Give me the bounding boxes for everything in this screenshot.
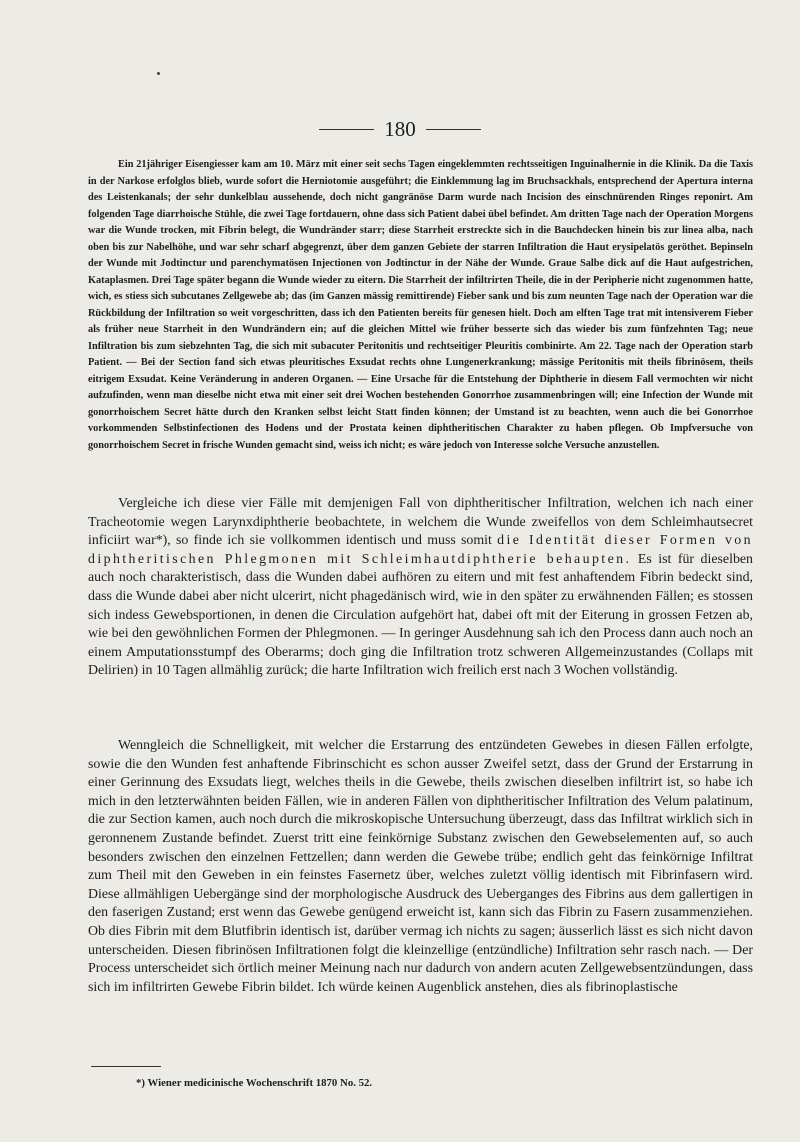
spaced-emphasis: die Identität dieser Formen von diphtheritischen Phlegmonen mit Schleimhautdiphtherie behaupten.	[88, 533, 753, 567]
header-rule-right	[426, 129, 481, 130]
body-paragraph-2: Wenngleich die Schnelligkeit, mit welcher die Erstarrung des entzündeten Gewebes in diesen Fällen erfolgte, sowie die den Wunden fest anhaftende Fibrinschicht es schon ausser Zweifel setzt, dass der Grund der Erstarrung in einer Gerinnung des Exsudats liegt, welches theils in die Gewebe, theils zwischen dieselben infiltrirt ist, so habe ich mich in den letzterwähnten beiden Fällen, wie in anderen Fällen von diphtheritischer Infiltration des Velum palatinum, die zur Section kamen, auch noch durch die mikroskopische Untersuchung überzeugt, dass das Infiltrat wirklich sich in geronnenem Zustande befindet. Zuerst tritt eine feinkörnige Substanz zwischen den Gewebselementen auf, so auch besonders zwischen den einzelnen Fettzellen; dann werden die Gewebe trübe; endlich geht das feinkörnige Infiltrat zum Theil mit den Geweben in ein feinstes Fasernetz über, welches zuletzt völlig identisch mit Fibrinfasern wird. Diese allmähligen Uebergänge sind der morphologische Ausdruck des Ueberganges des Fibrins aus dem gallertigen in den faserigen Zustand; erst wenn das Gewebe genügend erweicht ist, kann sich das Fibrin zu Fasern zusammenziehen. Ob dies Fibrin mit dem Blutfibrin identisch ist, darüber vermag ich nichts zu sagen; äusserlich lässt es sich nicht davon unterscheiden. Diesen fibrinösen Infiltrationen folgt die kleinzellige (entzündliche) Infiltration sehr rasch nach. — Der Process unterscheidet sich örtlich meiner Meinung nach nur dadurch von andern acuten Zellgewebsentzündungen, dass sich im infiltrirten Gewebe Fibrin bildet. Ich würde keinen Augenblick anstehen, dies als fibrinoplastische	[88, 738, 753, 995]
page-header	[0, 117, 800, 141]
footnote-rule	[91, 1066, 161, 1067]
speck-mark	[157, 72, 160, 75]
paragraph-1-text-cont: Es ist für dieselben auch noch charakteristisch, dass die Wunden dabei aufhören zu eitern und mit fest anhaftendem Fibrin bedeckt sind, dass die Wunde dabei aber nicht ulcerirt, nicht phagedänisch wird, wie in den später zu erwähnenden Fällen; es stossen sich indess Gewebsportionen, in denen die Circulation aufgehört hat, dabei oft mit der Eiterung in grossen Fetzen ab, wie bei den gewöhnlichen Formen der Phlegmonen. — In geringer Ausdehnung sah ich den Process dann auch noch an einem Amputationsstumpf des Oberarms; doch ging die Infiltration trotz schweren Allgemeinzustandes (Collaps mit Delirien) in 10 Tagen allmählig zurück; die harte Infiltration wich freilich erst nach 3 Wochen vollständig.	[88, 551, 754, 679]
case-report-paragraph: Ein 21jähriger Eisengiesser kam am 10. März mit einer seit sechs Tagen eingeklemmten rechtsseitigen Inguinalhernie in die Klinik. Da die Taxis in der Narkose erfolglos blieb, wurde sofort die Herniotomie ausgeführt; die Einklemmung lag im Bruchsackhals, entsprechend der Apertura interna des Leistenkanals; der sehr dunkelblau aussehende, doch nicht gangränöse Darm wurde nach Incision des einschnürenden Ringes reponirt. Am folgenden Tage diarrhoische Stühle, die zwei Tage fortdauern, ohne dass sich Patient dabei übel befindet. Am dritten Tage nach der Operation Morgens war die Wunde trocken, mit Fibrin belegt, die Wundränder starr; diese Starrheit erstreckte sich in die Bauchdecken hinein bis zur linea alba, nach oben bis zur Nabelhöhe, und war sehr scharf abgegrenzt, über dem ganzen Gebiete der starren Infiltration die Haut erysipelatös geröthet. Bepinseln der Wunde mit Jodtinctur und parenchymatösen Injectionen von Jodtinctur in der Nähe der Wunde. Graue Salbe dick auf die Haut aufgestrichen, Kataplasmen. Drei Tage später begann die Wunde wieder zu eitern. Die Starrheit der infiltrirten Theile, die in der Peripherie nicht zugenommen hatte, wich, es stiess sich subcutanes Zellgewebe ab; das (im Ganzen mässig remittirende) Fieber sank und bis zum neunten Tage nach der Operation war die Rückbildung der Infiltration so weit vorgeschritten, dass ich den Patienten bereits für genesen hielt. Doch am elften Tage trat mit intensiverem Fieber als früher neue Starrheit in den Wundrändern ein; auf die gleichen Mittel wie früher besserte sich das wieder bis zum fünfzehnten Tag; neue Infiltration bis zum siebzehnten Tag, die sich mit subacuter Peritonitis und rechtseitiger Pleuritis combinirte. Am 22. Tage nach der Operation starb Patient. — Bei der Section fand sich etwas pleuritisches Exsudat rechts ohne Lungenerkrankung; mässige Peritonitis mit theils fibrinösem, theils eitrigem Exsudat. Keine Veränderung in anderen Organen. — Eine Ursache für die Entstehung der Diphtherie in diesem Fall vermochten wir nicht aufzufinden, wenn man dieselbe nicht etwa mit einer seit drei Wochen bestehenden Gonorrhoe zusammenbringen will; eine Infection der Wunde mit gonorrhoischem Secret hätte durch den Kranken selbst leicht Statt finden können; der Umstand ist zu beachten, wenn auch die bei Gonorrhoe vorkommenden Selbstinfectionen des Hodens und der Prostata keinen diphtheritischen Charakter zu haben pflegen. Ob Impfversuche von gonorrhoischem Secret in frische Wunden gemacht sind, weiss ich nicht; es wäre jedoch von Interesse solche Versuche anzustellen.	[88, 159, 753, 451]
body-paragraph-1	[88, 495, 753, 681]
footnote: *) Wiener medicinische Wochenschrift 1870 No. 52.	[136, 1077, 373, 1089]
header-rule-left	[319, 129, 374, 130]
paragraph-1-text: Vergleiche ich diese vier Fälle mit demjenigen Fall von diphtheritischer Infiltration, welchen ich nach einer Tracheotomie wegen Larynxdiphtherie beobachtete, in welchem die Wunde zweifellos von dem Schleimhautsecret inficiirt war*), so finde ich sie vollkommen identisch und muss somit	[88, 496, 753, 549]
page-number: 180	[384, 117, 416, 141]
